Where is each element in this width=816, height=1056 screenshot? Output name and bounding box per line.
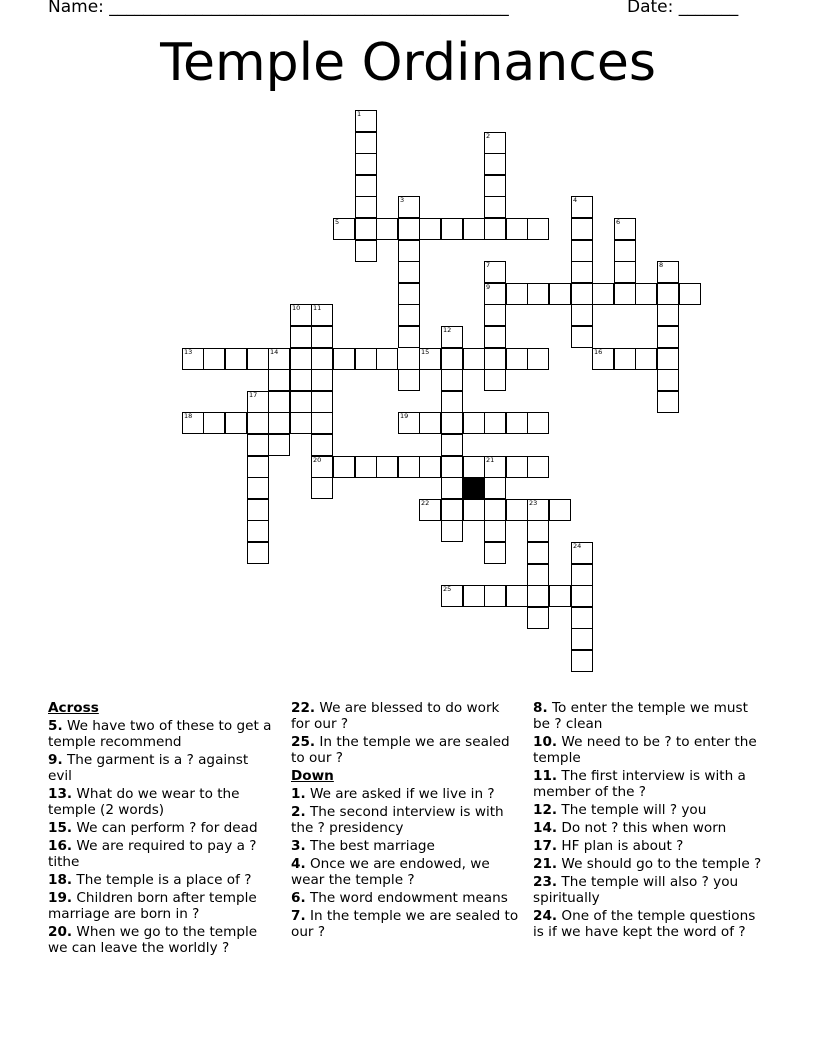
- grid-cell[interactable]: [355, 218, 377, 240]
- grid-cell[interactable]: [571, 326, 593, 348]
- grid-cell[interactable]: [355, 196, 377, 218]
- grid-cell[interactable]: [463, 499, 485, 521]
- clue-text: The first interview is with a member of the ?: [533, 768, 746, 800]
- grid-cell[interactable]: [355, 175, 377, 197]
- grid-cell[interactable]: [592, 283, 614, 305]
- down-clue: [533, 768, 765, 800]
- grid-cell[interactable]: [290, 348, 312, 370]
- grid-cell[interactable]: [527, 412, 549, 434]
- grid-cell[interactable]: [527, 283, 549, 305]
- cell-number: 15: [421, 348, 430, 356]
- grid-cell[interactable]: [484, 585, 506, 607]
- grid-cell[interactable]: [484, 132, 506, 154]
- grid-cell[interactable]: [571, 240, 593, 262]
- grid-cell[interactable]: [527, 348, 549, 370]
- grid-cell[interactable]: [441, 499, 463, 521]
- clue-text: One of the temple questions is if we have kept the word of ?: [533, 908, 756, 940]
- grid-cell[interactable]: [506, 218, 528, 240]
- cell-number: 20: [313, 456, 322, 464]
- grid-cell[interactable]: [268, 434, 290, 456]
- grid-cell[interactable]: [290, 412, 312, 434]
- grid-cell[interactable]: [484, 456, 506, 478]
- grid-cell[interactable]: [441, 326, 463, 348]
- grid-cell[interactable]: [398, 412, 420, 434]
- clue-text: We should go to the temple ?: [561, 856, 762, 872]
- grid-cell[interactable]: [398, 456, 420, 478]
- clue-number: 25.: [291, 734, 316, 750]
- clues-column-3: [533, 700, 765, 942]
- grid-cell[interactable]: [441, 348, 463, 370]
- grid-cell[interactable]: [571, 218, 593, 240]
- grid-cell[interactable]: [484, 369, 506, 391]
- grid-cell[interactable]: [506, 283, 528, 305]
- grid-cell[interactable]: [376, 456, 398, 478]
- cell-number: 16: [594, 348, 603, 356]
- grid-cell[interactable]: [571, 304, 593, 326]
- grid-cell[interactable]: [441, 412, 463, 434]
- down-clue: [533, 856, 765, 872]
- grid-cell[interactable]: [355, 348, 377, 370]
- grid-cell[interactable]: [657, 369, 679, 391]
- grid-cell[interactable]: [463, 456, 485, 478]
- grid-cell[interactable]: [398, 283, 420, 305]
- grid-cell[interactable]: [311, 369, 333, 391]
- clue-number: 7.: [291, 908, 306, 924]
- grid-cell[interactable]: [614, 283, 636, 305]
- grid-cell[interactable]: [571, 607, 593, 629]
- grid-cell[interactable]: [311, 391, 333, 413]
- clue-number: 19.: [48, 890, 73, 906]
- clue-text: We are asked if we live in ?: [309, 786, 495, 802]
- name-field-label: Name: _______________________________________________: [48, 0, 509, 17]
- grid-cell[interactable]: [679, 283, 701, 305]
- grid-cell[interactable]: [311, 348, 333, 370]
- grid-cell[interactable]: [506, 456, 528, 478]
- clue-number: 5.: [48, 718, 63, 734]
- grid-cell[interactable]: [268, 348, 290, 370]
- grid-cell[interactable]: [398, 326, 420, 348]
- grid-cell[interactable]: [657, 326, 679, 348]
- grid-cell[interactable]: [398, 261, 420, 283]
- grid-cell[interactable]: [571, 564, 593, 586]
- grid-cell[interactable]: [506, 348, 528, 370]
- grid-cell[interactable]: [614, 240, 636, 262]
- grid-cell[interactable]: [506, 412, 528, 434]
- grid-cell[interactable]: [657, 348, 679, 370]
- cell-number: 9: [486, 283, 491, 291]
- grid-cell[interactable]: [441, 520, 463, 542]
- grid-cell[interactable]: [592, 348, 614, 370]
- clue-number: 24.: [533, 908, 558, 924]
- clue-text: In the temple we are sealed to our ?: [291, 734, 510, 766]
- cell-number: 12: [443, 326, 452, 334]
- clue-text: When we go to the temple we can leave the worldly ?: [48, 924, 258, 956]
- clue-number: 12.: [533, 802, 558, 818]
- cell-number: 24: [573, 542, 582, 550]
- grid-cell[interactable]: [527, 564, 549, 586]
- across-clue: [48, 924, 273, 956]
- clue-number: 20.: [48, 924, 73, 940]
- grid-cell[interactable]: [484, 477, 506, 499]
- clue-number: 16.: [48, 838, 73, 854]
- down-clue: [291, 856, 521, 888]
- grid-cell[interactable]: [441, 391, 463, 413]
- cell-number: 5: [335, 218, 340, 226]
- grid-cell[interactable]: [376, 348, 398, 370]
- grid-cell[interactable]: [657, 261, 679, 283]
- grid-cell[interactable]: [463, 348, 485, 370]
- cell-number: 3: [400, 196, 405, 204]
- cell-number: 21: [486, 456, 495, 464]
- down-heading: Down: [291, 768, 334, 784]
- grid-cell[interactable]: [290, 326, 312, 348]
- grid-cell[interactable]: [311, 477, 333, 499]
- clue-number: 17.: [533, 838, 558, 854]
- clue-text: The second interview is with the ? presidency: [291, 804, 504, 836]
- clue-text: The temple is a place of ?: [76, 872, 252, 888]
- clue-text: Children born after temple marriage are born in ?: [48, 890, 257, 922]
- grid-cell[interactable]: [463, 412, 485, 434]
- clue-number: 13.: [48, 786, 73, 802]
- cell-number: 1: [357, 110, 362, 118]
- clue-text: We can perform ? for dead: [76, 820, 258, 836]
- grid-cell[interactable]: [614, 218, 636, 240]
- down-clue: [291, 804, 521, 836]
- grid-cell[interactable]: [311, 304, 333, 326]
- down-clue: [533, 820, 765, 836]
- grid-cell[interactable]: [549, 283, 571, 305]
- clue-text: What do we wear to the temple (2 words): [48, 786, 240, 818]
- grid-cell[interactable]: [268, 391, 290, 413]
- clue-text: The best marriage: [309, 838, 435, 854]
- grid-cell[interactable]: [571, 585, 593, 607]
- down-clue: [291, 908, 521, 940]
- grid-cell[interactable]: [484, 520, 506, 542]
- across-clue: [48, 890, 273, 922]
- grid-cell[interactable]: [527, 542, 549, 564]
- down-clue: [533, 734, 765, 766]
- grid-cell[interactable]: [376, 218, 398, 240]
- grid-cell[interactable]: [484, 218, 506, 240]
- grid-cell[interactable]: [182, 348, 204, 370]
- clue-text: HF plan is about ?: [561, 838, 684, 854]
- grid-cell[interactable]: [571, 650, 593, 672]
- grid-cell[interactable]: [290, 304, 312, 326]
- grid-cell[interactable]: [419, 456, 441, 478]
- clue-text: To enter the temple we must be ? clean: [533, 700, 748, 732]
- clue-text: The garment is a ? against evil: [48, 752, 249, 784]
- grid-cell[interactable]: [398, 218, 420, 240]
- grid-cell[interactable]: [311, 434, 333, 456]
- across-heading: Across: [48, 700, 99, 716]
- grid-cell[interactable]: [484, 412, 506, 434]
- cell-number: 17: [249, 391, 258, 399]
- grid-cell[interactable]: [225, 348, 247, 370]
- clue-text: Do not ? this when worn: [561, 820, 727, 836]
- grid-cell[interactable]: [441, 218, 463, 240]
- cell-number: 2: [486, 132, 491, 140]
- grid-cell[interactable]: [484, 326, 506, 348]
- cell-number: 4: [573, 196, 578, 204]
- grid-cell[interactable]: [614, 348, 636, 370]
- grid-cell[interactable]: [311, 456, 333, 478]
- down-clue: [291, 838, 521, 854]
- grid-cell[interactable]: [419, 499, 441, 521]
- cell-number: 7: [486, 261, 491, 269]
- grid-cell[interactable]: [635, 283, 657, 305]
- grid-cell[interactable]: [527, 456, 549, 478]
- grid-cell[interactable]: [203, 412, 225, 434]
- down-clue: [291, 786, 521, 802]
- clue-number: 8.: [533, 700, 548, 716]
- grid-cell[interactable]: [290, 369, 312, 391]
- grid-cell[interactable]: [484, 261, 506, 283]
- grid-cell[interactable]: [527, 585, 549, 607]
- down-clue: [291, 890, 521, 906]
- grid-cell[interactable]: [463, 218, 485, 240]
- grid-cell[interactable]: [484, 283, 506, 305]
- grid-cell[interactable]: [463, 585, 485, 607]
- clue-number: 4.: [291, 856, 306, 872]
- clue-number: 3.: [291, 838, 306, 854]
- grid-cell[interactable]: [225, 412, 247, 434]
- across-clue: [48, 752, 273, 784]
- page-title: Temple Ordinances: [160, 33, 656, 93]
- grid-cell[interactable]: [247, 499, 269, 521]
- grid-cell[interactable]: [571, 196, 593, 218]
- across-clue: [48, 786, 273, 818]
- clue-number: 6.: [291, 890, 306, 906]
- cell-number: 14: [270, 348, 279, 356]
- clue-number: 21.: [533, 856, 558, 872]
- grid-cell[interactable]: [571, 261, 593, 283]
- date-field-label: Date: _______: [627, 0, 739, 17]
- grid-cell[interactable]: [419, 348, 441, 370]
- grid-cell[interactable]: [635, 348, 657, 370]
- grid-cell[interactable]: [506, 585, 528, 607]
- grid-cell[interactable]: [311, 326, 333, 348]
- clue-text: The temple will also ? you spiritually: [533, 874, 739, 906]
- clue-number: 10.: [533, 734, 558, 750]
- grid-cell[interactable]: [527, 499, 549, 521]
- grid-cell[interactable]: [441, 369, 463, 391]
- grid-cell[interactable]: [571, 542, 593, 564]
- cell-number: 8: [659, 261, 664, 269]
- grid-cell[interactable]: [398, 304, 420, 326]
- grid-cell[interactable]: [355, 132, 377, 154]
- down-clue: [533, 802, 765, 818]
- across-clue: [291, 734, 521, 766]
- grid-cell[interactable]: [527, 218, 549, 240]
- across-clue: [48, 872, 273, 888]
- grid-cell[interactable]: [333, 348, 355, 370]
- grid-cell[interactable]: [398, 240, 420, 262]
- grid-cell[interactable]: [549, 499, 571, 521]
- clue-number: 1.: [291, 786, 306, 802]
- cell-number: 25: [443, 585, 452, 593]
- grid-cell[interactable]: [247, 348, 269, 370]
- across-clue: [291, 700, 521, 732]
- clue-text: In the temple we are sealed to our ?: [291, 908, 519, 940]
- grid-cell[interactable]: [247, 456, 269, 478]
- cell-number: 13: [184, 348, 193, 356]
- grid-cell[interactable]: [333, 456, 355, 478]
- grid-cell[interactable]: [290, 391, 312, 413]
- grid-cell[interactable]: [247, 391, 269, 413]
- grid-cell[interactable]: [333, 218, 355, 240]
- grid-cell[interactable]: [247, 434, 269, 456]
- down-clue: [533, 700, 765, 732]
- grid-cell[interactable]: [311, 412, 333, 434]
- grid-cell[interactable]: [484, 196, 506, 218]
- across-clue: [48, 820, 273, 836]
- grid-cell[interactable]: [247, 477, 269, 499]
- grid-cell[interactable]: [571, 628, 593, 650]
- clue-number: 11.: [533, 768, 558, 784]
- grid-cell[interactable]: [268, 412, 290, 434]
- grid-cell[interactable]: [355, 110, 377, 132]
- grid-cell[interactable]: [657, 304, 679, 326]
- grid-cell[interactable]: [484, 499, 506, 521]
- grid-cell[interactable]: [549, 585, 571, 607]
- grid-cell[interactable]: [484, 348, 506, 370]
- clue-text: The temple will ? you: [561, 802, 707, 818]
- grid-cell[interactable]: [527, 520, 549, 542]
- grid-cell[interactable]: [527, 607, 549, 629]
- cell-number: 18: [184, 412, 193, 420]
- grid-cell[interactable]: [182, 412, 204, 434]
- grid-cell[interactable]: [657, 391, 679, 413]
- grid-cell[interactable]: [441, 477, 463, 499]
- cell-number: 19: [400, 412, 409, 420]
- grid-cell[interactable]: [355, 456, 377, 478]
- clue-text: The word endowment means: [309, 890, 508, 906]
- cell-number: 23: [529, 499, 538, 507]
- black-square: [463, 477, 485, 499]
- grid-cell[interactable]: [484, 153, 506, 175]
- down-clue: [533, 874, 765, 906]
- grid-cell[interactable]: [268, 369, 290, 391]
- clue-number: 14.: [533, 820, 558, 836]
- grid-cell[interactable]: [657, 283, 679, 305]
- cell-number: 22: [421, 499, 430, 507]
- grid-cell[interactable]: [247, 520, 269, 542]
- cell-number: 11: [313, 304, 322, 312]
- grid-cell[interactable]: [484, 175, 506, 197]
- across-clue: [48, 718, 273, 750]
- clue-text: We are required to pay a ? tithe: [48, 838, 257, 870]
- grid-cell[interactable]: [398, 369, 420, 391]
- cell-number: 6: [616, 218, 621, 226]
- cell-number: 10: [292, 304, 301, 312]
- clue-number: 22.: [291, 700, 316, 716]
- clue-text: We have two of these to get a temple recommend: [48, 718, 272, 750]
- across-clue: [48, 838, 273, 870]
- clues-column-1: [48, 700, 273, 958]
- clues-column-2: [291, 700, 521, 942]
- grid-cell[interactable]: [247, 542, 269, 564]
- clue-number: 9.: [48, 752, 63, 768]
- grid-cell[interactable]: [355, 153, 377, 175]
- grid-cell[interactable]: [441, 585, 463, 607]
- grid-cell[interactable]: [355, 240, 377, 262]
- clue-number: 23.: [533, 874, 558, 890]
- down-clue: [533, 908, 765, 940]
- grid-cell[interactable]: [506, 499, 528, 521]
- grid-cell[interactable]: [419, 412, 441, 434]
- clue-number: 18.: [48, 872, 73, 888]
- grid-cell[interactable]: [203, 348, 225, 370]
- down-clue: [533, 838, 765, 854]
- clue-number: 2.: [291, 804, 306, 820]
- clue-text: Once we are endowed, we wear the temple ?: [291, 856, 490, 888]
- grid-cell[interactable]: [484, 304, 506, 326]
- clue-text: We need to be ? to enter the temple: [533, 734, 757, 766]
- grid-cell[interactable]: [441, 456, 463, 478]
- clue-number: 15.: [48, 820, 73, 836]
- grid-cell[interactable]: [398, 196, 420, 218]
- grid-cell[interactable]: [441, 434, 463, 456]
- grid-cell[interactable]: [614, 261, 636, 283]
- grid-cell[interactable]: [484, 542, 506, 564]
- clue-text: We are blessed to do work for our ?: [291, 700, 500, 732]
- grid-cell[interactable]: [419, 218, 441, 240]
- grid-cell[interactable]: [571, 283, 593, 305]
- grid-cell[interactable]: [247, 412, 269, 434]
